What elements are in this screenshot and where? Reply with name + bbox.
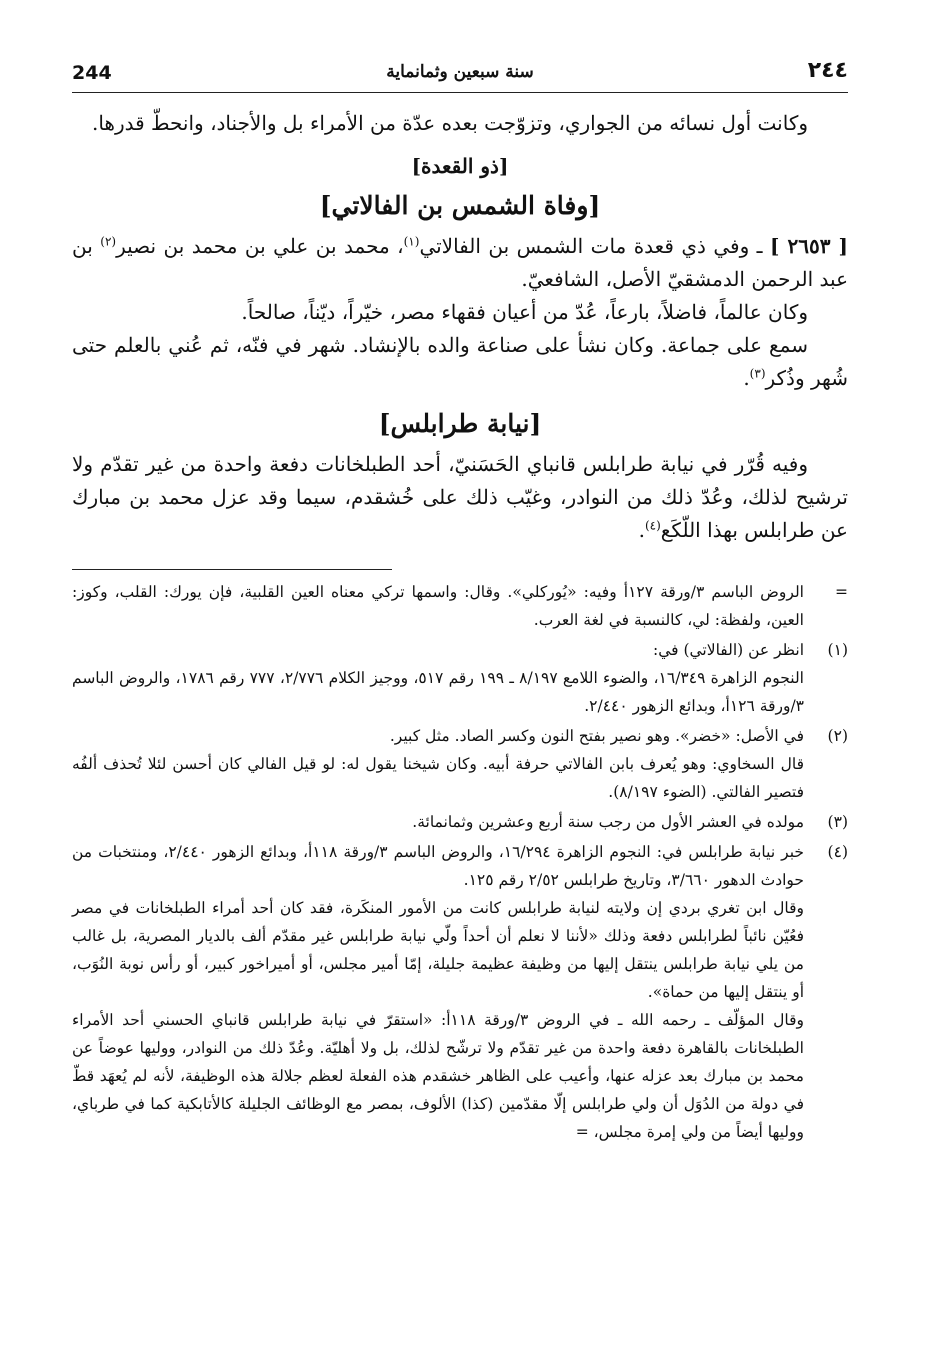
footnote-4 [72, 838, 848, 1146]
footnote-ref-4[interactable]: (٤) [644, 518, 661, 533]
footnote-ref-1[interactable]: (١) [403, 234, 420, 249]
footnote-3 [72, 808, 848, 836]
entry-text-c: بن عبد الرحمن الدمشقيّ الأصل، الشافعيّ. [72, 234, 848, 291]
footnote-text: الروض الباسم ٣/ورقة ١٢٧أ وفيه: «يُوركلي». وقال: واسمها تركي معناه العين القلبية، فإن يورك: القلب، وكوز: العين، ولفظة: لي، كالنسبة في لغة العرب. [72, 583, 804, 629]
study-text-a: سمع على جماعة. وكان نشأ على صناعة والده بالإنشاد. شهر في فنّه، ثم عُني بالعلم حتى شُهر وذُكر [72, 333, 848, 390]
footnote-separator [72, 569, 392, 570]
footnote-2 [72, 722, 848, 806]
footnote-text: مولده في العشر الأول من رجب سنة أربع وعشرين وثمانمائة. [412, 813, 804, 831]
footnote-mark: = [835, 583, 848, 601]
footnotes [72, 578, 848, 1146]
section-heading-month: [ذو القعدة] [411, 154, 509, 178]
entry-number: [ ٢٦٥٣ ] [769, 234, 848, 258]
entry-paragraph [72, 230, 848, 296]
footnote-mark: (٢) [827, 727, 848, 745]
footnote-text: وقال المؤلّف ـ رحمه الله ـ في الروض ٣/ورقة ١١٨أ: «استقرّ في نيابة طرابلس قانباي الحسني أحد الأمراء الطبلخانات بالقاهرة دفعة واحدة من غير تقدّم ولا ترشّح لذلك، بل ولا أهليّة. وعُدّ ذلك من النوادر، ووليها عوضاً عن محمد بن مبارك بعد عزله عنها، وأعيب على الظاهر خشقدم هذه الفعلة لعظم جلالة هذه الوظيفة، لأنه لم يُعهَد قطّ في دولة من الدُوَل أن ولي طرابلس إلّا مقدّمين (كذا) الألوف، بمصر مع الوظائف الجليلة كالأتابكية كما في طرباي، ووليها أيضاً من ولي إمرة مجلس، = [72, 1011, 804, 1141]
page-number-arabic: ٢٤٤ [807, 58, 848, 83]
footnote-ref-2[interactable]: (٢) [100, 234, 117, 249]
section-heading-death: [وفاة الشمس بن الفالاتي] [319, 191, 601, 220]
paragraph-description: وكان عالماً، فاضلاً، بارعاً، عُدّ من أعيان فقهاء مصر، خيّراً، ديّناً، صالحاً. [241, 300, 808, 324]
entry-text-a: ـ وفي ذي قعدة مات الشمس بن الفالاتي [419, 234, 770, 258]
footnote-text: قال السخاوي: وهو يُعرف بابن الفالاتي حرفة أبيه. وكان شيخنا يقول له: لو قيل الفالي كان أحسن لئلا تُحذف ألفُه فتصير الفالتي. (الضوء ٨/١٩٧). [72, 755, 804, 801]
footnote-continued [72, 578, 848, 634]
paragraph-study [72, 329, 848, 395]
study-text-b: . [743, 366, 750, 390]
page-header [72, 52, 848, 93]
footnote-text: خبر نيابة طرابلس في: النجوم الزاهرة ١٦/٢٩٤، والروض الباسم ٣/ورقة ١١٨أ، وبدائع الزهور ٢/٤٤٠، ومنتخبات من حوادث الدهور ٣/٦٦٠، وتاريخ طرابلس ٢/٥٢ رقم ١٢٥. [72, 843, 804, 889]
footnote-text: في الأصل: «خضر». وهو نصير بفتح النون وكسر الصاد. مثل كبير. [389, 727, 804, 745]
book-page [72, 52, 848, 1352]
footnote-text: النجوم الزاهرة ١٦/٣٤٩، والضوء اللامع ٨/١٩٧ ـ ١٩٩ رقم ٥١٧، ووجيز الكلام ٢/٧٧٦، ٧٧٧ رقم ١٧٨٦، والروض الباسم ٣/ورقة ١٢٦أ، وبدائع الزهور ٢/٤٤٠. [72, 669, 804, 715]
footnote-mark: (٣) [827, 813, 848, 831]
running-title: سنة سبعين وثمانماية [386, 62, 534, 82]
tripoli-text-b: . [638, 518, 645, 542]
footnote-1 [72, 636, 848, 720]
section-heading-tripoli: [نيابة طرابلس] [378, 409, 542, 438]
footnote-ref-3[interactable]: (٣) [749, 366, 766, 381]
footnote-text: وقال ابن تغري بردي إن ولايته لنيابة طرابلس كانت من الأمور المنكَرة، فقد كان أحد أمراء الطبلخانات في مصر فعُيّن نائباً لطرابلس دفعة وذلك «لأننا لا نعلم أن أحداً ولّي نيابة طرابلس غير مقدّم ألف بالديار المصرية، بل غالب من يلي نيابة طرابلس ينتقل إليها من وظيفة عظيمة جليلة، إمّا أمير مجلس، أو أميراخور كبير، أو رأس نوبة النُوَب، أو ينتقل إليها من حماة». [72, 899, 804, 1001]
main-text [72, 107, 848, 547]
page-number-latin: 244 [72, 62, 112, 84]
footnote-mark: (٤) [827, 843, 848, 861]
footnote-mark: (١) [827, 641, 848, 659]
footnote-text: انظر عن (الفالاتي) في: [652, 641, 804, 659]
paragraph-tripoli [72, 448, 848, 547]
tripoli-text-a: وفيه قُرّر في نيابة طرابلس قانباي الحَسَنيّ، أحد الطبلخانات دفعة واحدة من غير تقدّم ولا ترشيح لذلك، وعُدّ ذلك من النوادر، وغيّب ذلك على خُشقدم، سيما وقد عزل محمد بن مبارك عن طرابلس بهذا اللّكَع [72, 452, 848, 542]
entry-text-b: ، محمد بن علي بن محمد بن نصير [116, 234, 404, 258]
paragraph-opening: وكانت أول نسائه من الجواري، وتزوّجت بعده عدّة من الأمراء بل والأجناد، وانحطّ قدرها. [91, 111, 808, 135]
